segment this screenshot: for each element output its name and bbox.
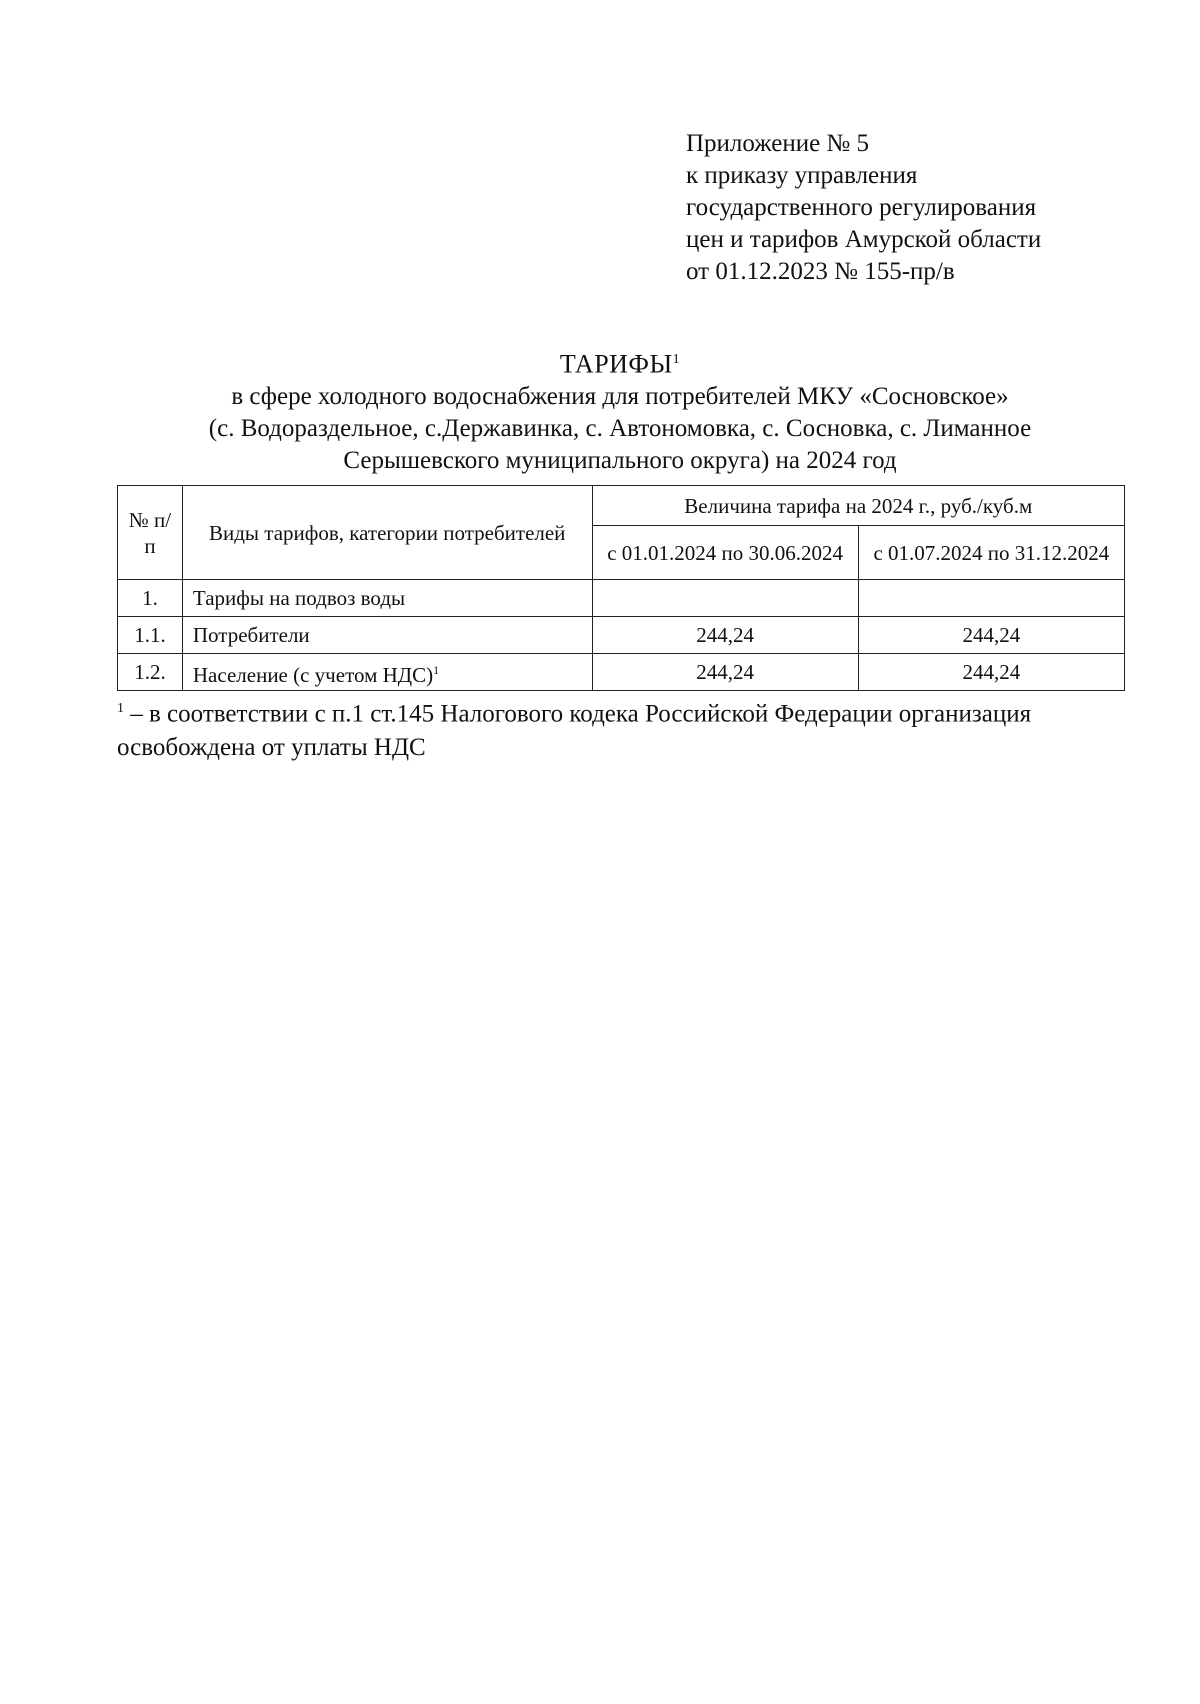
row-value-1: 244,24 (592, 617, 858, 654)
appendix-line: от 01.12.2023 № 155-пр/в (686, 258, 955, 285)
row-name (182, 580, 592, 617)
header-name: Виды тарифов, категории потребителей (182, 486, 592, 580)
table-row (118, 580, 1125, 617)
page-title (110, 344, 1130, 381)
row-value-2 (858, 580, 1124, 617)
tariff-table (117, 485, 1125, 691)
footnote (117, 692, 1147, 765)
table-row (118, 654, 1125, 691)
row-value-1: 244,24 (592, 654, 858, 691)
appendix-block (686, 128, 1146, 288)
table-header-row (118, 486, 1125, 526)
appendix-line: к приказу управления (686, 162, 918, 189)
row-value-1 (592, 580, 858, 617)
row-value-2: 244,24 (858, 617, 1124, 654)
row-num: 1.2. (118, 654, 183, 691)
footnote-marker: 1 (117, 701, 124, 716)
table-row (118, 617, 1125, 654)
header-num: № п/п (118, 486, 183, 580)
row-footnote-marker: 1 (433, 662, 440, 677)
title-block (110, 344, 1130, 477)
appendix-line: цен и тарифов Амурской области (686, 226, 1042, 253)
footnote-line (117, 692, 1147, 731)
appendix-line: государственного регулирования (686, 194, 1037, 221)
header-period-2: с 01.07.2024 по 31.12.2024 (858, 526, 1124, 580)
row-name (182, 617, 592, 654)
header-period-1: с 01.01.2024 по 30.06.2024 (592, 526, 858, 580)
title-footnote-marker: 1 (672, 352, 681, 367)
row-num: 1.1. (118, 617, 183, 654)
title-subline: (с. Водораздельное, с.Державинка, с. Автономовка, с. Сосновка, с. Лиманное (208, 414, 1032, 442)
row-name-text: Тарифы на подвоз воды (192, 586, 406, 610)
appendix-line: Приложение № 5 (686, 130, 870, 157)
footnote-text: – в соответствии с п.1 ст.145 Налогового кодека Российской Федерации организация (124, 700, 1032, 728)
title-subline: Серышевского муниципального округа) на 2024 год (343, 446, 897, 474)
footnote-line: освобождена от уплаты НДС (117, 734, 426, 762)
title-subline: в сфере холодного водоснабжения для потребителей МКУ «Сосновское» (231, 382, 1009, 410)
page-title-text: ТАРИФЫ (559, 349, 673, 379)
header-value-group: Величина тарифа на 2024 г., руб./куб.м (592, 486, 1124, 526)
row-name (182, 654, 592, 691)
row-name-text: Потребители (192, 623, 310, 647)
row-value-2: 244,24 (858, 654, 1124, 691)
row-num: 1. (118, 580, 183, 617)
row-name-text: Население (с учетом НДС) (192, 662, 434, 687)
